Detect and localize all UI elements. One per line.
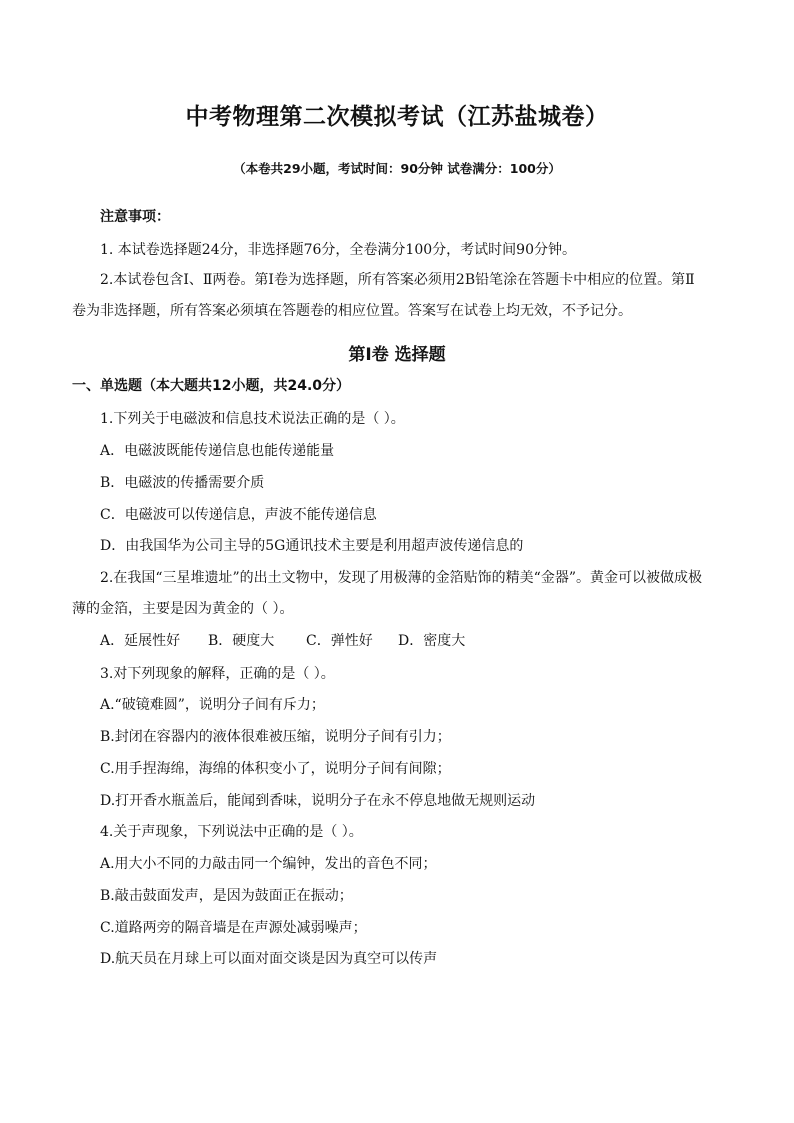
question-4-option-d: D.航天员在月球上可以面对面交谈是因为真空可以传声 xyxy=(100,951,438,967)
notes-item-2-line-1: 2.本试卷包含Ⅰ、Ⅱ两卷。第Ⅰ卷为选择题，所有答案必须用2B铅笔涂在答题卡中相应的位置。第Ⅱ xyxy=(100,272,695,288)
exam-title: 中考物理第二次模拟考试（江苏盐城卷） xyxy=(185,104,609,130)
question-3-option-d: D.打开香水瓶盖后，能闻到香味，说明分子在永不停息地做无规则运动 xyxy=(100,793,536,809)
notes-heading: 注意事项： xyxy=(100,209,170,225)
question-2-option-a: A．延展性好 xyxy=(100,633,181,649)
notes-item-1: 1. 本试卷选择题24分，非选择题76分，全卷满分100分，考试时间90分钟。 xyxy=(100,242,576,258)
question-2-options xyxy=(100,631,465,651)
question-4-option-c: C.道路两旁的隔音墙是在声源处减弱噪声； xyxy=(100,920,367,936)
question-4-stem: 4.关于声现象，下列说法中正确的是（ ）。 xyxy=(100,824,363,840)
question-2-option-c: C．弹性好 xyxy=(306,633,373,649)
question-1-option-a: A．电磁波既能传递信息也能传递能量 xyxy=(100,443,335,459)
question-4-option-a: A.用大小不同的力敲击同一个编钟，发出的音色不同； xyxy=(100,856,437,872)
question-1-stem: 1.下列关于电磁波和信息技术说法正确的是（ ）。 xyxy=(100,411,405,427)
question-2-stem-line-1: 2.在我国“三星堆遗址”的出土文物中，发现了用极薄的金箔贴饰的精美“金器”。黄金可以被做成极 xyxy=(100,570,702,586)
question-3-stem: 3.对下列现象的解释，正确的是（ ）。 xyxy=(100,666,335,682)
question-1-option-c: C．电磁波可以传递信息，声波不能传递信息 xyxy=(100,507,377,523)
part-heading: 一、单选题（本大题共12小题，共24.0分） xyxy=(72,378,351,394)
question-2-option-b: B．硬度大 xyxy=(208,633,275,649)
exam-subtitle: （本卷共29小题，考试时间：90分钟 试卷满分：100分） xyxy=(233,161,561,176)
question-1-option-d: D．由我国华为公司主导的5G通讯技术主要是利用超声波传递信息的 xyxy=(100,538,524,554)
question-2-option-d: D．密度大 xyxy=(398,633,466,649)
question-1-option-b: B．电磁波的传播需要介质 xyxy=(100,475,265,491)
section-title: 第Ⅰ卷 选择题 xyxy=(348,345,446,365)
question-3-option-a: A.“破镜难圆”，说明分子间有斥力； xyxy=(100,697,325,713)
question-3-option-b: B.封闭在容器内的液体很难被压缩，说明分子间有引力； xyxy=(100,729,451,745)
question-4-option-b: B.敲击鼓面发声，是因为鼓面正在振动； xyxy=(100,888,353,904)
notes-item-2-line-2: 卷为非选择题，所有答案必须填在答题卷的相应位置。答案写在试卷上均无效，不予记分。 xyxy=(72,303,632,319)
question-3-option-c: C.用手捏海绵，海绵的体积变小了，说明分子间有间隙； xyxy=(100,761,451,777)
question-2-stem-line-2: 薄的金箔，主要是因为黄金的（ ）。 xyxy=(72,601,294,617)
